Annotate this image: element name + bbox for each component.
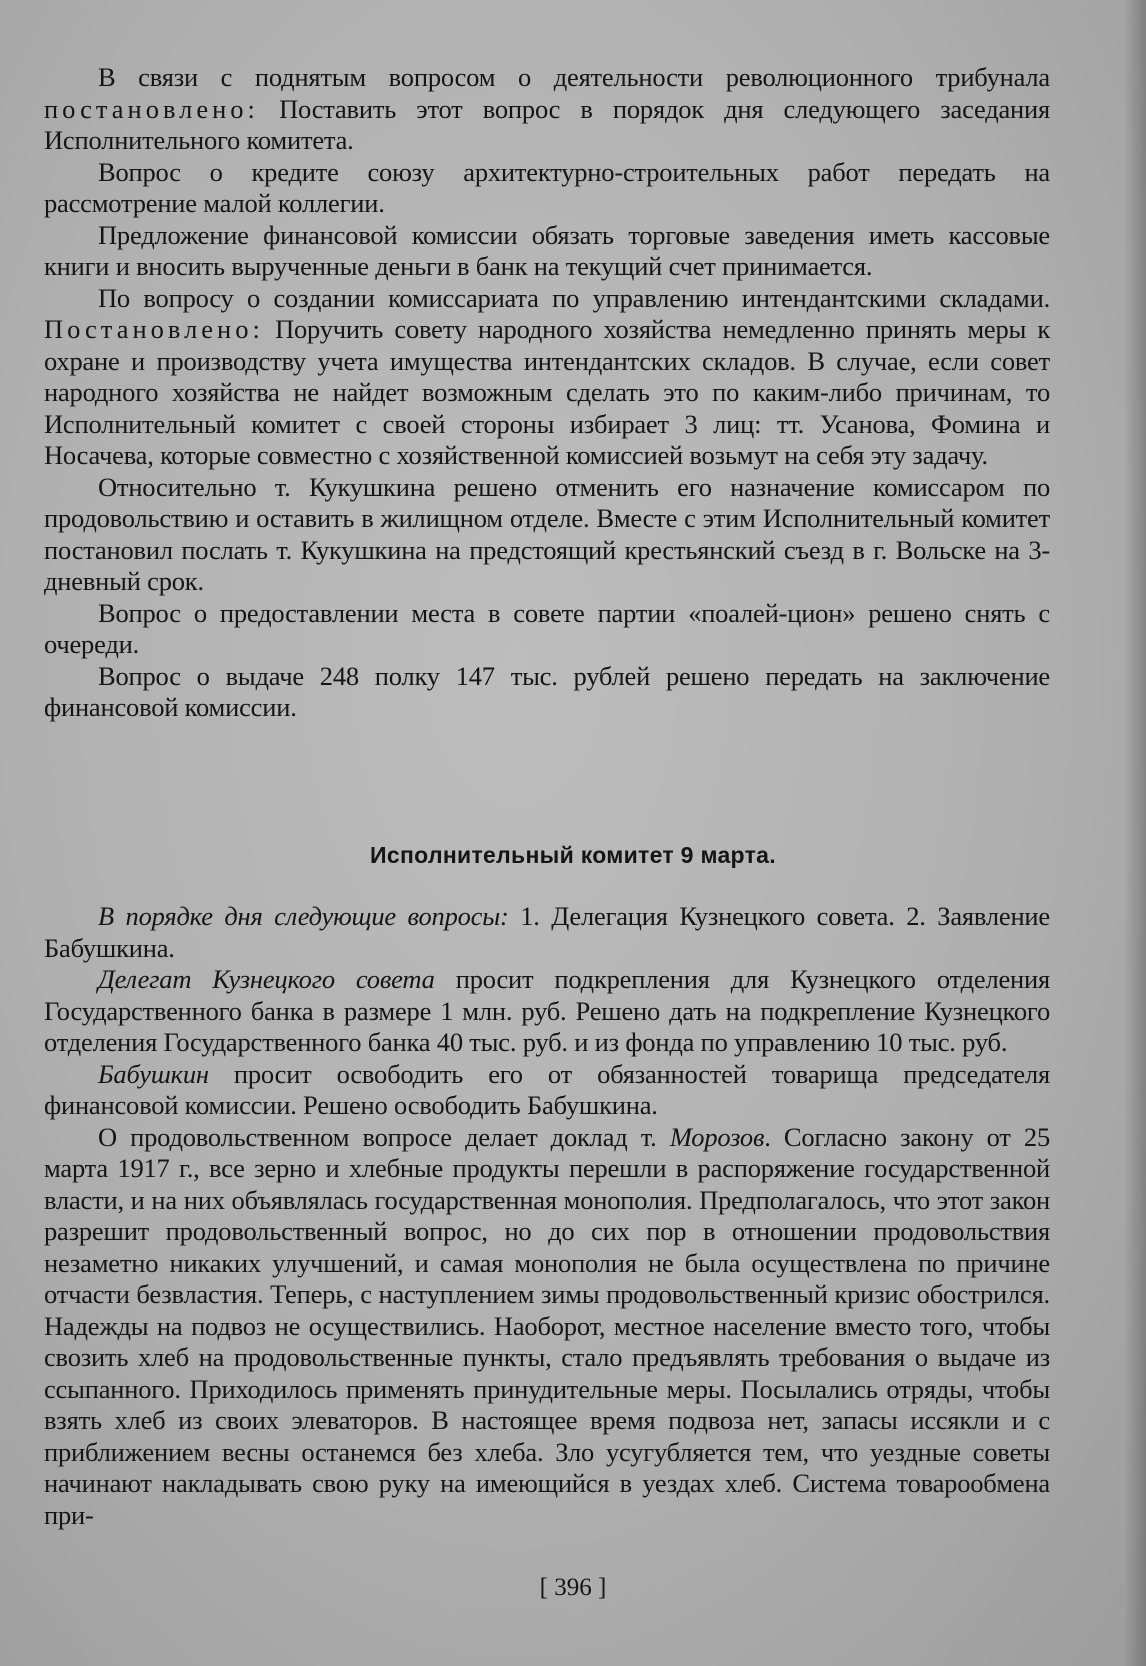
paragraph-agenda: В порядке дня следующие вопросы: 1. Делегация Кузнецкого совета. 2. Заявление Бабушкина.: [44, 901, 1050, 963]
paragraph-credit: Вопрос о кредите союзу архитектурно-строительных работ передать на рассмотрение малой коллегии.: [44, 156, 1050, 218]
paragraph-food-report: О продовольственном вопросе делает доклад т. Морозов. Согласно закону от 25 марта 1917 г., все зерно и хлебные продукты перешли в распоряжение государственной власти, и на них объявлялась государственная монополия. Предполагалось, что этот закон разрешит продовольственный вопрос, но до сих пор в отношении продовольствия незаметно никаких улучшений, и самая монополия не была осуществлена по причине отчасти безвластия. Теперь, с наступлением зимы продовольственный кризис обострился. Надежды на подвоз не осуществились. Наоборот, местное население вместо того, чтобы свозить хлеб на продовольственные пункты, стало предъявлять требования о выдаче из ссыпанного. Приходилось применять принудительные меры. Посылались отряды, чтобы взять хлеб из своих элеваторов. В настоящее время подвоза нет, запасы иссякли и с приближением весны останемся без хлеба. Зло усугубляется тем, что уездные советы начинают накладывать свою руку на имеющийся в уездах хлеб. Система товарообмена при-: [44, 1121, 1051, 1530]
spaced-resolution-word: Постановлено:: [44, 314, 264, 344]
paragraph-finance-commission: Предложение финансовой комиссии обязать торговые заведения иметь кассовые книги и вносить вырученные деньги в банк на текущий счет принимается.: [44, 219, 1050, 281]
upper-text-block: [44, 62, 1050, 724]
paragraph-poalei-zion: Вопрос о предоставлении места в совете партии «поалей-цион» решено снять с очереди.: [44, 597, 1050, 659]
paragraph-kukushkin: Относительно т. Кукушкина решено отменить его назначение комиссаром по продовольствию и оставить в жилищном отделе. Вместе с этим Исполнительный комитет постановил послать т. Кукушкина на предстоящий крестьянский съезд в г. Вольске на 3-дневный срок.: [44, 471, 1050, 596]
lower-text-block: [44, 901, 1050, 1531]
page-edge-shadow: [1124, 0, 1146, 1666]
paragraph-babushkin: Бабушкин просит освободить его от обязанностей товарища председателя финансовой комиссии. Решено освободить Бабушкина.: [44, 1058, 1050, 1120]
spaced-resolution-word: постановлено:: [44, 93, 259, 124]
paragraph-kuznetsk-delegate: Делегат Кузнецкого совета просит подкрепления для Кузнецкого отделения Государственного банка в размере 1 млн. руб. Решено дать на подкрепление Кузнецкого отделения Государственного банка 40 тыс. руб. и из фонда по управлению 10 тыс. руб.: [44, 964, 1050, 1057]
paragraph-tribunal: В связи с поднятым вопросом о деятельности революционного трибунала постановлено: Поставить этот вопрос в порядок дня следующего заседания Исполнительного комитета.: [44, 62, 1050, 155]
section-heading: Исполнительный комитет 9 марта.: [370, 842, 776, 868]
paragraph-regiment-funds: Вопрос о выдаче 248 полку 147 тыс. рублей решено передать на заключение финансовой комиссии.: [44, 660, 1050, 722]
paragraph-commissariat: По вопросу о создании комиссариата по управлению интендантскими складами. Постановлено: Поручить совету народного хозяйства немедленно принять меры к охране и производству учета имущества интендантских складов. В случае, если совет народного хозяйства не найдет возможным сделать это по каким-либо причинам, то Исполнительный комитет с своей стороны избирает 3 лиц: тт. Усанова, Фомина и Носачева, которые совместно с хозяйственной комиссией возьмут на себя эту задачу.: [44, 282, 1050, 470]
page-number: [ 396 ]: [539, 1574, 607, 1601]
